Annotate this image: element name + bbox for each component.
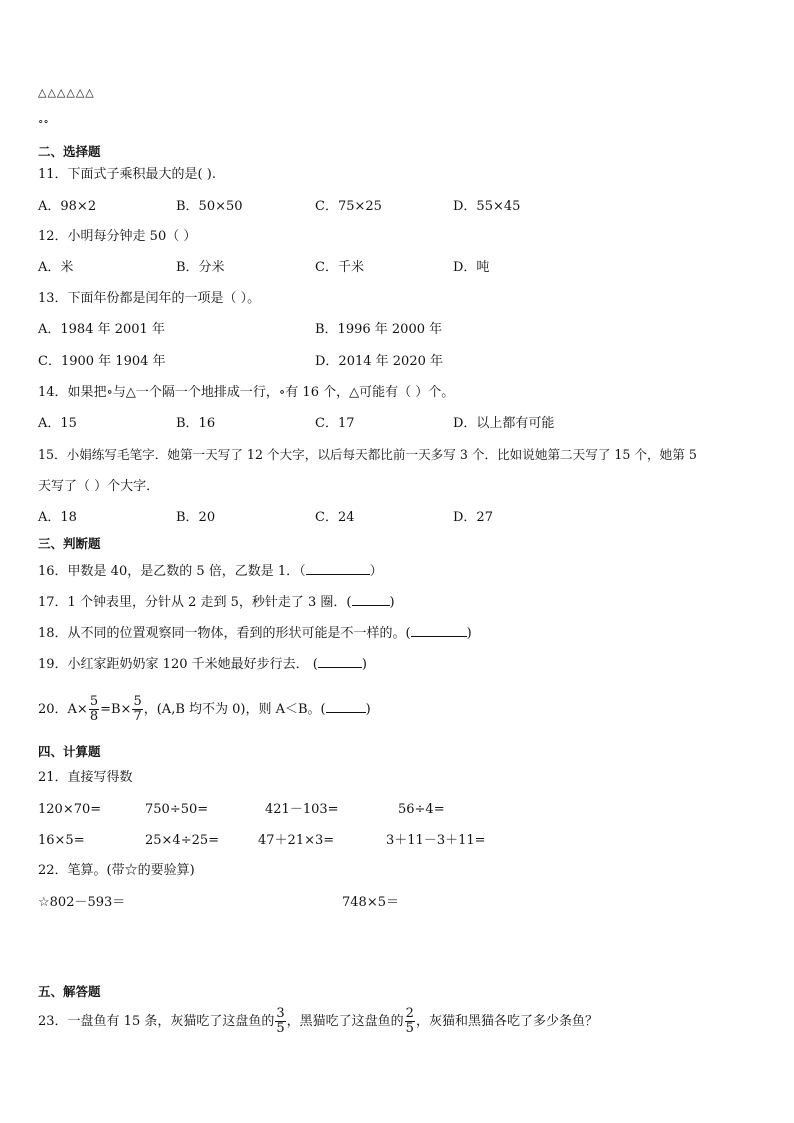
q20-f1-denominator: 8 xyxy=(89,709,99,724)
q20-fraction-1 xyxy=(89,695,99,724)
q21-item: 120×70= xyxy=(38,802,102,817)
question-15-line1: 15．小娟练写毛笔字．她第一天写了 12 个大字，以后每天都比前一天多写 3 个．比如说她第二天写了 15 个，她第 5 xyxy=(38,447,697,462)
q21-item: 421－103= xyxy=(265,802,339,817)
q23-fraction-1 xyxy=(275,1007,285,1036)
q20-f2-denominator: 7 xyxy=(133,709,142,724)
q23-part1: 23．一盘鱼有 15 条，灰猫吃了这盘鱼的 xyxy=(38,1014,275,1029)
q13-option-b: B．1996 年 2000 年 xyxy=(315,322,443,337)
q15-option-d: D．27 xyxy=(453,510,493,525)
q18-close: ) xyxy=(466,626,472,641)
q16-close: ） xyxy=(369,564,383,579)
q20-mid: =B× xyxy=(100,702,132,717)
q22-item-2: 748×5＝ xyxy=(342,895,399,910)
q15-option-c: C．24 xyxy=(315,510,355,525)
q12-option-c: C．千米 xyxy=(315,260,364,275)
q15-option-a: A．18 xyxy=(38,510,77,525)
question-18 xyxy=(38,623,472,643)
q17-close: ) xyxy=(389,595,395,610)
question-23 xyxy=(38,1000,598,1044)
q21-item: 16×5= xyxy=(38,833,85,848)
q14-option-c: C．17 xyxy=(315,416,355,431)
question-11: 11．下面式子乘积最大的是( ). xyxy=(38,167,216,182)
q12-option-a: A．米 xyxy=(38,260,74,275)
q20-close: ) xyxy=(365,702,371,717)
q20-f1-numerator: 5 xyxy=(89,694,99,709)
q20-answer-blank[interactable] xyxy=(326,699,366,713)
q23-f2-denominator: 5 xyxy=(405,1021,414,1036)
question-19 xyxy=(38,654,367,674)
section-title-calculation: 四、计算题 xyxy=(38,744,101,759)
q14-option-a: A．15 xyxy=(38,416,77,431)
triangles-row: △△△△△△ xyxy=(38,86,95,99)
q13-option-c: C．1900 年 1904 年 xyxy=(38,354,166,369)
q22-item-1: ☆802－593＝ xyxy=(38,895,126,910)
question-14: 14．如果把∘与△一个隔一个地排成一行，∘有 16 个，△可能有（ ）个。 xyxy=(38,385,455,400)
q12-option-d: D．吨 xyxy=(453,260,490,275)
section-title-judgement: 三、判断题 xyxy=(38,536,101,551)
q23-fraction-2 xyxy=(405,1007,415,1036)
q11-option-c: C．75×25 xyxy=(315,199,382,214)
q21-item: 750÷50= xyxy=(145,802,209,817)
q21-item: 56÷4= xyxy=(398,802,445,817)
question-22: 22．笔算。(带☆的要验算) xyxy=(38,863,195,878)
q20-suffix: ，(A,B 均不为 0)，则 A＜B。( xyxy=(143,702,326,717)
q13-option-a: A．1984 年 2001 年 xyxy=(38,322,165,337)
q11-option-a: A．98×2 xyxy=(38,199,97,214)
q11-option-b: B．50×50 xyxy=(176,199,243,214)
section-title-answer: 五、解答题 xyxy=(38,984,101,999)
question-20 xyxy=(38,688,371,732)
q11-option-d: D．55×45 xyxy=(453,199,521,214)
circles-row: ∘∘ xyxy=(38,115,49,128)
q23-f2-numerator: 2 xyxy=(405,1006,414,1021)
q14-option-b: B．16 xyxy=(176,416,216,431)
q19-close: ) xyxy=(361,657,367,672)
q13-option-d: D．2014 年 2020 年 xyxy=(315,354,443,369)
question-15-line2: 天写了（ ）个大字． xyxy=(38,479,160,494)
question-12: 12．小明每分钟走 50（ ） xyxy=(38,229,197,244)
q23-part3: ，灰猫和黑猫各吃了多少条鱼？ xyxy=(415,1014,598,1029)
q21-item: 3＋11－3＋11= xyxy=(386,833,486,848)
q17-text: 17．1 个钟表里，分针从 2 走到 5，秒针走了 3 圈．( xyxy=(38,595,352,610)
q18-answer-blank[interactable] xyxy=(411,623,467,637)
q21-item: 47＋21×3= xyxy=(258,833,335,848)
q19-answer-blank[interactable] xyxy=(318,654,362,668)
q20-f2-numerator: 5 xyxy=(133,694,142,709)
q23-f1-denominator: 5 xyxy=(276,1021,285,1036)
q15-option-b: B．20 xyxy=(176,510,216,525)
section-title-choice: 二、选择题 xyxy=(38,144,101,159)
q21-item: 25×4÷25= xyxy=(145,833,220,848)
question-17 xyxy=(38,592,395,612)
q17-answer-blank[interactable] xyxy=(352,592,390,606)
q20-fraction-2 xyxy=(132,695,142,724)
q23-part2: ，黑猫吃了这盘鱼的 xyxy=(286,1014,404,1029)
question-21: 21．直接写得数 xyxy=(38,770,133,785)
q18-text: 18．从不同的位置观察同一物体，看到的形状可能是不一样的。( xyxy=(38,626,411,641)
q12-option-b: B．分米 xyxy=(176,260,225,275)
q20-prefix: 20．A× xyxy=(38,702,88,717)
q23-f1-numerator: 3 xyxy=(276,1006,285,1021)
q19-text: 19．小红家距奶奶家 120 千米她最好步行去． ( xyxy=(38,657,318,672)
question-13: 13．下面年份都是闰年的一项是（ ）。 xyxy=(38,291,261,306)
question-16 xyxy=(38,561,383,581)
q14-option-d: D．以上都有可能 xyxy=(453,416,555,431)
q16-text: 16．甲数是 40，是乙数的 5 倍，乙数是 1．（ xyxy=(38,564,306,579)
q16-answer-blank[interactable] xyxy=(306,561,370,575)
